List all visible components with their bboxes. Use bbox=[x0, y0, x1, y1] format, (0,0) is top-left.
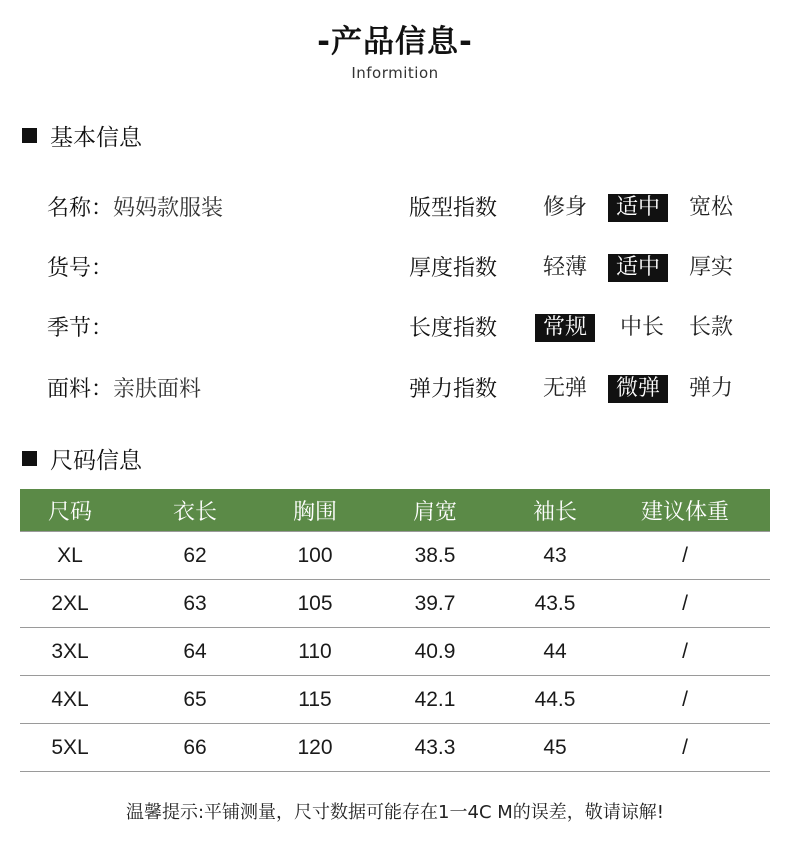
table-cell: 43.5 bbox=[510, 580, 600, 628]
size-table-header bbox=[20, 489, 770, 532]
field-season bbox=[47, 314, 113, 344]
table-cell: 65 bbox=[120, 676, 270, 724]
table-cell: 100 bbox=[270, 532, 360, 580]
size-table bbox=[20, 489, 770, 772]
table-cell: XL bbox=[20, 532, 120, 580]
index-label-fit: 版型指数 bbox=[409, 196, 498, 221]
column-header: 胸围 bbox=[270, 489, 360, 532]
index-label-elasticity: 弹力指数 bbox=[409, 377, 498, 402]
field-name-label: 名称： bbox=[47, 196, 114, 221]
index-option: 适中 bbox=[608, 254, 668, 282]
table-cell: 110 bbox=[270, 628, 360, 676]
index-option: 适中 bbox=[608, 194, 668, 222]
column-header: 建议体重 bbox=[600, 489, 770, 532]
table-cell: 105 bbox=[270, 580, 360, 628]
field-season-label: 季节： bbox=[47, 316, 114, 341]
table-cell: 39.7 bbox=[360, 580, 510, 628]
table-cell: 120 bbox=[270, 724, 360, 772]
basic-info-heading bbox=[22, 120, 142, 150]
index-option: 弹力 bbox=[689, 376, 734, 401]
field-name bbox=[47, 194, 223, 224]
table-cell: 2XL bbox=[20, 580, 120, 628]
field-item-number-label: 货号： bbox=[47, 256, 114, 281]
table-cell: 42.1 bbox=[360, 676, 510, 724]
index-option: 轻薄 bbox=[543, 255, 588, 280]
field-item-number bbox=[47, 254, 113, 284]
column-header: 肩宽 bbox=[360, 489, 510, 532]
table-cell: / bbox=[600, 532, 770, 580]
table-cell: 43.3 bbox=[360, 724, 510, 772]
table-cell: 40.9 bbox=[360, 628, 510, 676]
table-cell: 4XL bbox=[20, 676, 120, 724]
column-header: 衣长 bbox=[120, 489, 270, 532]
page-subtitle: Informition bbox=[351, 64, 439, 82]
table-cell: / bbox=[600, 580, 770, 628]
index-option: 常规 bbox=[535, 314, 595, 342]
page-title: -产品信息- bbox=[317, 24, 473, 60]
field-fabric-value: 亲肤面料 bbox=[113, 377, 202, 402]
table-cell: 63 bbox=[120, 580, 270, 628]
table-cell: 44 bbox=[510, 628, 600, 676]
index-option: 中长 bbox=[620, 315, 665, 340]
field-fabric bbox=[47, 375, 201, 405]
table-cell: 44.5 bbox=[510, 676, 600, 724]
column-header: 尺码 bbox=[20, 489, 120, 532]
basic-info-heading-text: 基本信息 bbox=[50, 124, 142, 151]
table-cell: 62 bbox=[120, 532, 270, 580]
index-option: 长款 bbox=[689, 315, 734, 340]
index-option: 宽松 bbox=[689, 195, 734, 220]
table-cell: 64 bbox=[120, 628, 270, 676]
table-cell: / bbox=[600, 676, 770, 724]
table-cell: 3XL bbox=[20, 628, 120, 676]
column-header: 袖长 bbox=[510, 489, 600, 532]
index-label-length: 长度指数 bbox=[409, 316, 498, 341]
table-cell: 45 bbox=[510, 724, 600, 772]
index-option: 微弹 bbox=[608, 375, 668, 403]
table-row bbox=[20, 532, 770, 580]
size-info-heading-text: 尺码信息 bbox=[50, 447, 142, 474]
table-row bbox=[20, 676, 770, 724]
field-name-value: 妈妈款服装 bbox=[113, 196, 224, 221]
index-option: 厚实 bbox=[689, 255, 734, 280]
table-row bbox=[20, 628, 770, 676]
table-cell: 38.5 bbox=[360, 532, 510, 580]
square-bullet-icon bbox=[22, 451, 37, 466]
table-cell: 43 bbox=[510, 532, 600, 580]
table-cell: 5XL bbox=[20, 724, 120, 772]
table-cell: / bbox=[600, 724, 770, 772]
table-row bbox=[20, 580, 770, 628]
index-label-thickness: 厚度指数 bbox=[409, 256, 498, 281]
field-fabric-label: 面料： bbox=[47, 377, 114, 402]
measurement-note: 温馨提示:平铺测量，尺寸数据可能存在1一4C M的误差，敬请谅解! bbox=[125, 802, 664, 823]
size-info-heading bbox=[22, 443, 142, 473]
table-cell: 115 bbox=[270, 676, 360, 724]
table-row bbox=[20, 724, 770, 772]
index-option: 无弹 bbox=[543, 376, 588, 401]
table-cell: / bbox=[600, 628, 770, 676]
index-option: 修身 bbox=[543, 195, 588, 220]
square-bullet-icon bbox=[22, 128, 37, 143]
table-cell: 66 bbox=[120, 724, 270, 772]
